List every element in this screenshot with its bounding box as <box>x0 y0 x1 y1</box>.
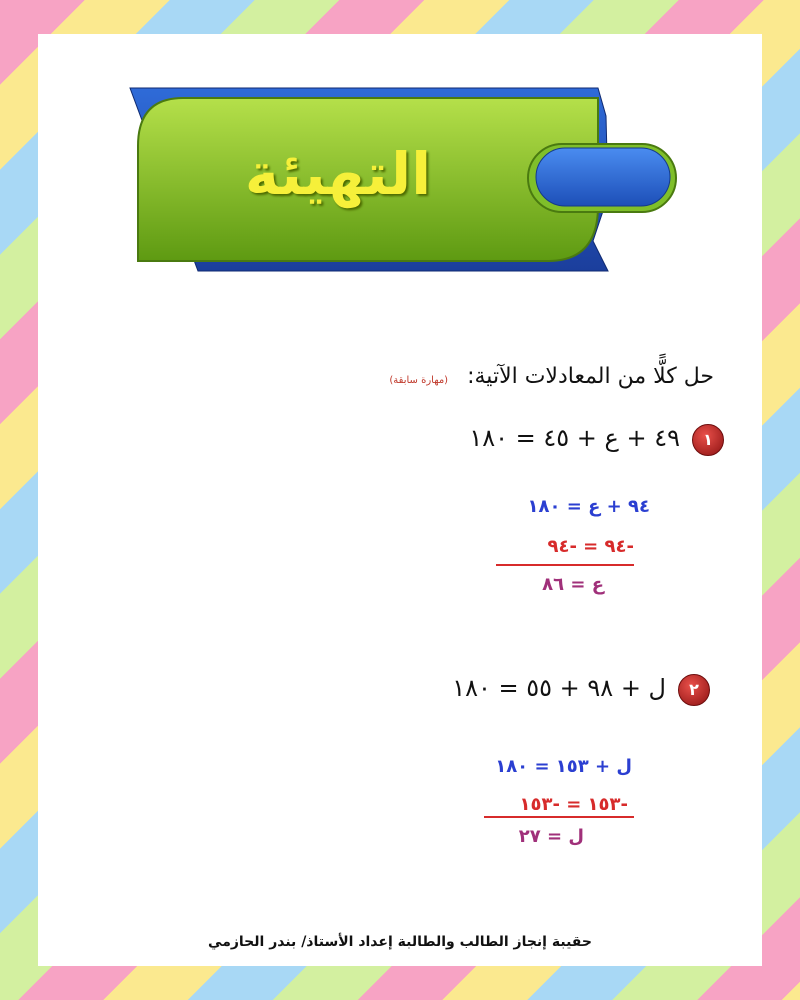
instruction-label: حل كلًّا من المعادلات الآتية: <box>467 364 714 389</box>
solution-step-sum: ٩٤ + ع = ١٨٠ <box>527 496 650 517</box>
instruction-text <box>389 364 714 389</box>
problem-number-badge: ١ <box>692 424 724 456</box>
problem-equation: ٤٩ + ع + ٤٥ = ١٨٠ <box>469 424 680 452</box>
footer-credit: حقيبة إنجاز الطالب والطالبة إعداد الأستاذ/ بندر الحازمي <box>208 934 592 950</box>
page-title: التهيئة <box>244 140 432 208</box>
subtraction-line <box>484 816 634 818</box>
problem-equation: ل + ٩٨ + ٥٥ = ١٨٠ <box>452 674 666 702</box>
subtraction-line <box>496 564 634 566</box>
solution-step-result: ل = ٢٧ <box>518 826 584 847</box>
worksheet-page <box>38 34 762 966</box>
title-banner <box>128 86 688 276</box>
solution-step-result: ع = ٨٦ <box>542 574 604 595</box>
problem-number-badge: ٢ <box>678 674 710 706</box>
solution-step-subtract: -١٥٣ = -١٥٣ <box>519 794 628 815</box>
skill-hint: (مهارة سابقة) <box>389 375 449 386</box>
solution-step-subtract: -٩٤ = -٩٤ <box>547 536 634 557</box>
solution-step-sum: ل + ١٥٣ = ١٨٠ <box>495 756 632 777</box>
